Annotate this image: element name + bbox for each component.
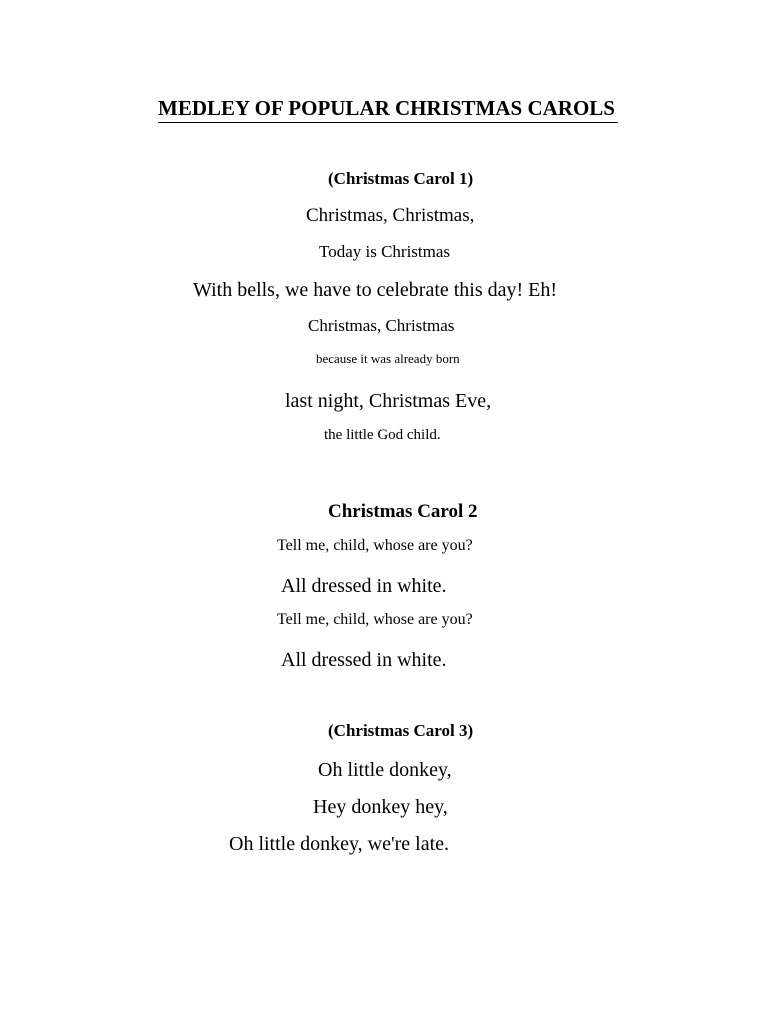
carol-1-line: Christmas, Christmas,: [306, 205, 475, 226]
carol-1-line: last night, Christmas Eve,: [285, 390, 492, 412]
carol-1-line: the little God child.: [324, 427, 441, 443]
title-underline: [158, 122, 618, 123]
carol-2-heading: Christmas Carol 2: [328, 501, 478, 522]
carol-1-line: Today is Christmas: [319, 242, 451, 261]
carol-3-line: Hey donkey hey,: [313, 796, 448, 818]
document-title: MEDLEY OF POPULAR CHRISTMAS CAROLS: [158, 96, 615, 120]
carol-1-heading: (Christmas Carol 1): [328, 169, 474, 188]
carol-1-line: With bells, we have to celebrate this day! Eh!: [193, 279, 558, 301]
carol-2-line: Tell me, child, whose are you?: [277, 611, 473, 628]
carol-2-line: Tell me, child, whose are you?: [277, 537, 473, 554]
carol-3-heading: (Christmas Carol 3): [328, 721, 474, 740]
carol-1-line: because it was already born: [316, 351, 460, 366]
carol-3-line: Oh little donkey,: [318, 759, 452, 781]
carol-3-line: Oh little donkey, we're late.: [229, 833, 450, 855]
carol-2-line: All dressed in white.: [281, 575, 447, 597]
carol-1-line: Christmas, Christmas: [308, 316, 455, 335]
carol-2-line: All dressed in white.: [281, 649, 447, 671]
